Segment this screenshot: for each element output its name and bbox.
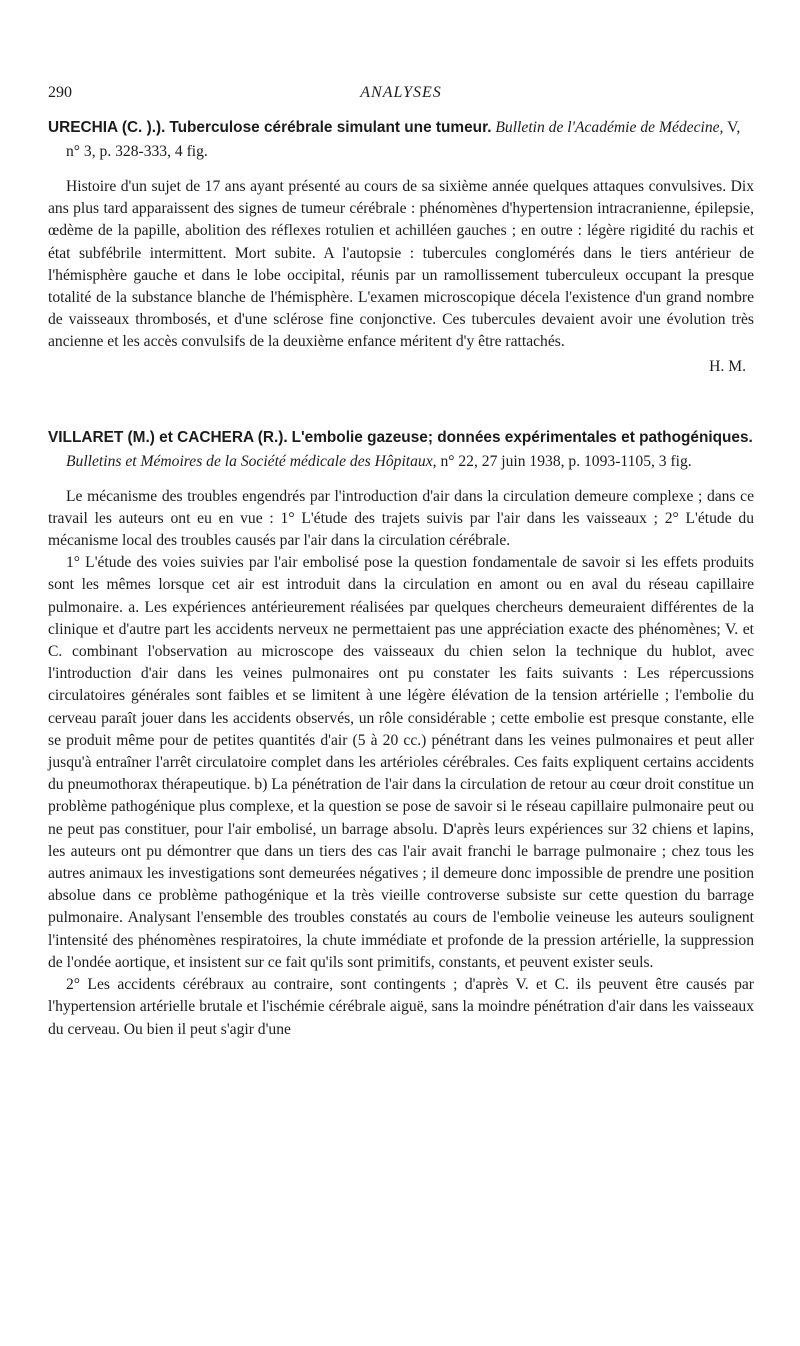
article-title: L'embolie gazeuse; données expérimentales et pathogéniques. [291,428,753,446]
article-urechia [48,116,754,378]
article-title: Tuberculose cérébrale simulant une tumeur. [169,119,492,136]
article-author: URECHIA (C. ).). [48,119,166,136]
article-villaret-cachera [48,426,754,1041]
article-signature: H. M. [709,357,746,375]
article-author: VILLARET (M.) et CACHERA (R.). [48,428,288,446]
article-citation [48,116,754,164]
article-paragraph-3: 2° Les accidents cérébraux au contraire, sont contingents ; d'après V. et C. ils peuvent être causés par l'hypertension artérielle brutale et l'ischémie cérébrale aiguë, sans la moindre pénétration d'air dans les vaisseaux du cerveau. Ou bien il peut s'agir d'une [48,976,754,1038]
article-details: V, n° 3, p. 328-333, 4 fig. [66,119,741,160]
article-separator [48,378,754,420]
article-details: n° 22, 27 juin 1938, p. 1093-1105, 3 fig. [440,452,692,470]
article-citation [48,426,754,474]
article-paragraph-2: 1° L'étude des voies suivies par l'air embolisé pose la question fondamentale de savoir si les effets produits sont les mêmes lorsque cet air est introduit dans la circulation en amont ou en aval du réseau capillaire pulmonaire. a. Les expériences antérieurement réalisées par quelques chercheurs demeuraient différentes de la clinique et d'autre part les accidents nerveux ne permettaient pas une appréciation exacte des phénomènes; V. et C. combinant l'observation au microscope des vaisseaux du chien selon la technique du hublot, avec l'introduction d'air dans les veines pulmonaires ont pu constater les faits suivants : Les répercussions circulatoires générales sont faibles et se limitent à une légère élévation de la tension artérielle ; l'embolie du cerveau paraît jouer dans les accidents observés, un rôle considérable ; cette embolie est presque constante, elle se produit même pour de petites quantités d'air (5 à 20 cc.) pénétrant dans les veines pulmonaires et peut aller jusqu'à entraîner l'arrêt circulatoire complet dans les artérioles cérébrales. Ces faits expliquent certains accidents du pneumothorax thérapeutique. b) La pénétration de l'air dans la circulation de retour au cœur droit constitue un problème pathogénique plus complexe, et la question se pose de savoir si le réseau capillaire pulmonaire peut ou ne peut pas constituer, pour l'air embolisé, un barrage absolu. D'après leurs expériences sur 32 chiens et lapins, les auteurs ont pu démontrer que dans un tiers des cas l'air avait franchi le barrage pulmonaire ; chez tous les autres animaux les investigations sont demeurées négatives ; il demeure donc impossible de prendre une position absolue dans ce problème pathogénique et la très vieille controverse subsiste sur cette question du barrage pulmonaire. Analysant l'ensemble des troubles constatés au cours de l'embolie veineuse les auteurs soulignent l'intensité des phénomènes respiratoires, la chute immédiate et profonde de la pression artérielle, la suppression de l'ondée aortique, et insistent sur ce fait qu'ils sont primitifs, constants, et peuvent exister seuls. [48,554,754,971]
page-number: 290 [48,84,72,101]
running-title: ANALYSES [360,84,442,101]
article-source: Bulletin de l'Académie de Médecine, [495,119,724,136]
article-paragraph-1: Le mécanisme des troubles engendrés par l'introduction d'air dans la circulation demeure complexe ; dans ce travail les auteurs ont eu en vue : 1° L'étude des trajets suivis par l'air dans les vaisseaux ; 2° L'étude du mécanisme local des troubles causés par l'air dans la circulation cérébrale. [48,487,754,550]
article-paragraph: Histoire d'un sujet de 17 ans ayant présenté au cours de sa sixième année quelques attaques convulsives. Dix ans plus tard apparaissent des signes de tumeur cérébrale : phénomènes d'hypertension intracranienne, épilepsie, œdème de la papille, abolition des réflexes rotulien et achilléen gauches ; en outre : légère rigidité du rachis et état subfébrile intermittent. Mort subite. A l'autopsie : tubercules conglomérés dans le tiers antérieur de l'hémisphère gauche et dans le lobe occipital, réunis par un ramollissement tuberculeux occupant la presque totalité de la substance blanche de l'hémisphère. L'examen microscopique décela l'existence d'un grand nombre de vaisseaux thrombosés, et d'une sclérose fine conjonctive. Ces tubercules devaient avoir une évolution très ancienne et les accès convulsifs de la deuxième enfance méritent d'y être rattachés. [48,178,754,351]
article-source: Bulletins et Mémoires de la Société médicale des Hôpitaux, [66,452,437,470]
page-header [48,0,754,110]
